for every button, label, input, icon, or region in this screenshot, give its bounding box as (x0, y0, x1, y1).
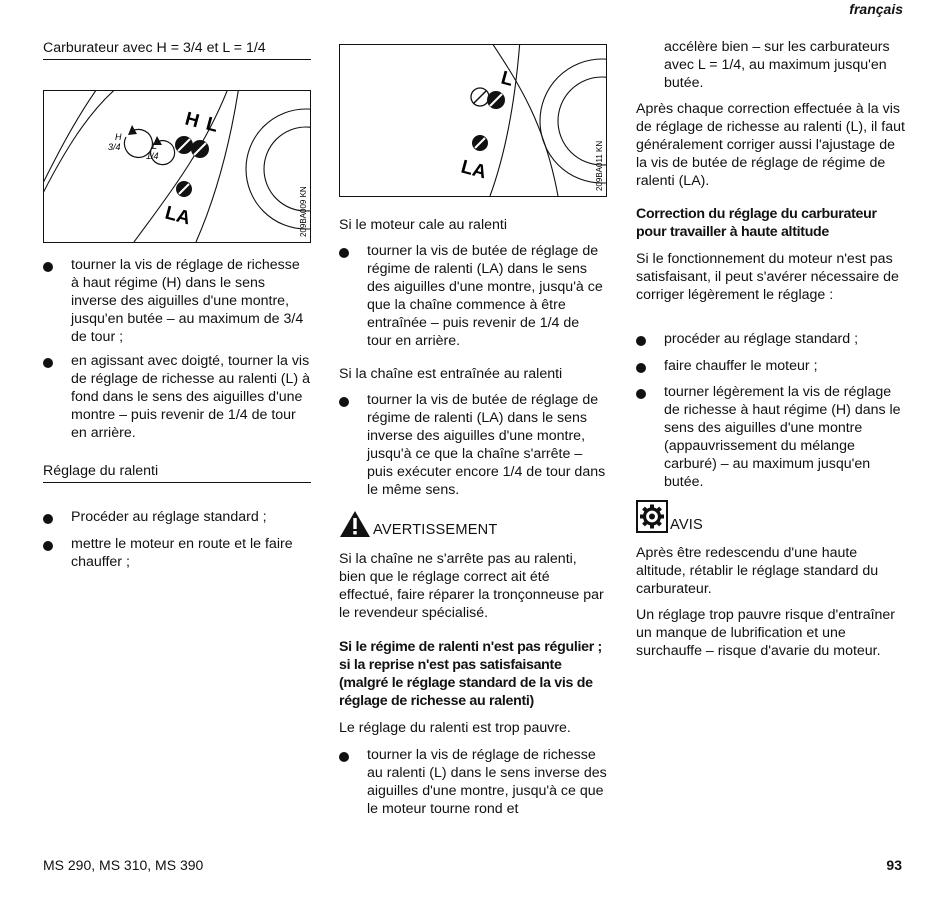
list-item: procéder au réglage standard ; (636, 330, 906, 348)
bullet-dot (339, 248, 349, 258)
gear-notice-icon (636, 500, 668, 533)
bullet-dot (43, 358, 53, 368)
list-item: faire chauffer le moteur ; (636, 357, 906, 375)
label-l: L (498, 67, 516, 91)
label-l: L (203, 113, 221, 137)
paragraph: Un réglage trop pauvre risque d'entraîner un manque de lubrification et une surchauffe – risque d'avarie du moteur. (636, 607, 896, 659)
section-heading-idle: Réglage du ralenti (43, 462, 311, 483)
figure-idle-screw (339, 44, 607, 197)
list-item: tourner légèrement la vis de réglage de richesse à haut régime (H) dans le sens des aiguilles d'une montre (appauvrissement du mélange carburé) – au maximum jusqu'en butée. (636, 383, 906, 491)
list-item: Procéder au réglage standard ; (43, 508, 311, 526)
label-la: LA (458, 156, 489, 184)
arrow-l-fraction: 1/4 (146, 151, 159, 161)
warning-text: Si la chaîne ne s'arrête pas au ralenti, bien que le réglage correct ait été effectué, faire réparer la tronçonneuse par le revendeur spécialisé. (339, 551, 604, 621)
list-item: tourner la vis de butée de réglage de régime de ralenti (LA) dans le sens inverse des aiguilles d'une montre, jusqu'à ce que la chaîne s'arrête – puis exécuter encore 1/4 de tour dans le même sens. (339, 391, 607, 499)
bullet-dot (636, 336, 646, 346)
list-item: tourner la vis de butée de réglage de régime de ralenti (LA) dans le sens des aiguilles d'une montre, jusqu'à ce que la chaîne commence à être entraînée – puis revenir de 1/4 de tour en arrière. (339, 242, 607, 350)
figure-code: 209BA011 KN (595, 140, 604, 191)
bullet-dot (636, 363, 646, 373)
list-item: tourner la vis de réglage de richesse au ralenti (L) dans le sens inverse des aiguilles d'une montre, jusqu'à ce que le moteur tourne rond et (339, 746, 607, 818)
bullet-dot (43, 541, 53, 551)
subheading-stall: Si le moteur cale au ralenti (339, 217, 507, 233)
paragraph: Après chaque correction effectuée à la vis de réglage de richesse au ralenti (L), il faut généralement corriger aussi l'ajustage de la vis de butée de réglage de régime de ralenti (LA). (636, 101, 905, 189)
bullet-dot (43, 262, 53, 272)
page-number: 93 (886, 857, 902, 873)
bullet-dot (339, 397, 349, 407)
figure-carburetor-h-l (43, 90, 311, 243)
list-item: tourner la vis de réglage de richesse à haut régime (H) dans le sens inverse des aiguilles d'une montre, jusqu'en butée – au maximum de 3/4 de tour ; (43, 256, 311, 346)
label-la: LA (162, 202, 193, 230)
arrow-h-label: H (115, 132, 122, 142)
language-label: français (849, 1, 903, 17)
notice-heading: AVIS (636, 500, 703, 533)
continued-text: accélère bien – sur les carburateurs avec L = 1/4, au maximum jusqu'en butée. (664, 39, 890, 91)
bullet-dot (339, 752, 349, 762)
warning-heading: AVERTISSEMENT (339, 510, 498, 538)
paragraph: Après être redescendu d'une haute altitude, rétablir le réglage standard du carburateur. (636, 545, 879, 597)
arrow-h-fraction: 3/4 (108, 142, 121, 152)
section-heading-carburetor: Carburateur avec H = 3/4 et L = 1/4 (43, 39, 311, 60)
subheading-altitude: Correction du réglage du carburateur pour travailler à haute altitude (636, 206, 877, 240)
label-h: H (182, 108, 202, 133)
figure-code: 209BA009 KN (299, 186, 308, 237)
bullet-dot (43, 514, 53, 524)
arrow-l-label: L (152, 141, 158, 151)
bullet-dot (636, 389, 646, 399)
list-item: mettre le moteur en route et le faire chauffer ; (43, 535, 311, 571)
paragraph: Si le fonctionnement du moteur n'est pas satisfaisant, il peut s'avérer nécessaire de corriger légèrement le réglage : (636, 251, 899, 303)
footer-models: MS 290, MS 310, MS 390 (43, 857, 204, 873)
list-item: en agissant avec doigté, tourner la vis de réglage de richesse au ralenti (L) à fond dans le sens des aiguilles d'une montre – puis revenir de 1/4 de tour en arrière. (43, 352, 311, 442)
paragraph: Le réglage du ralenti est trop pauvre. (339, 720, 571, 736)
subheading-irregular-idle: Si le régime de ralenti n'est pas régulier ; si la reprise n'est pas satisfaisante (malgré le réglage standard de la vis de réglage de richesse au ralenti) (339, 639, 602, 709)
warning-icon (339, 510, 371, 538)
subheading-chain-driven: Si la chaîne est entraînée au ralenti (339, 366, 563, 382)
